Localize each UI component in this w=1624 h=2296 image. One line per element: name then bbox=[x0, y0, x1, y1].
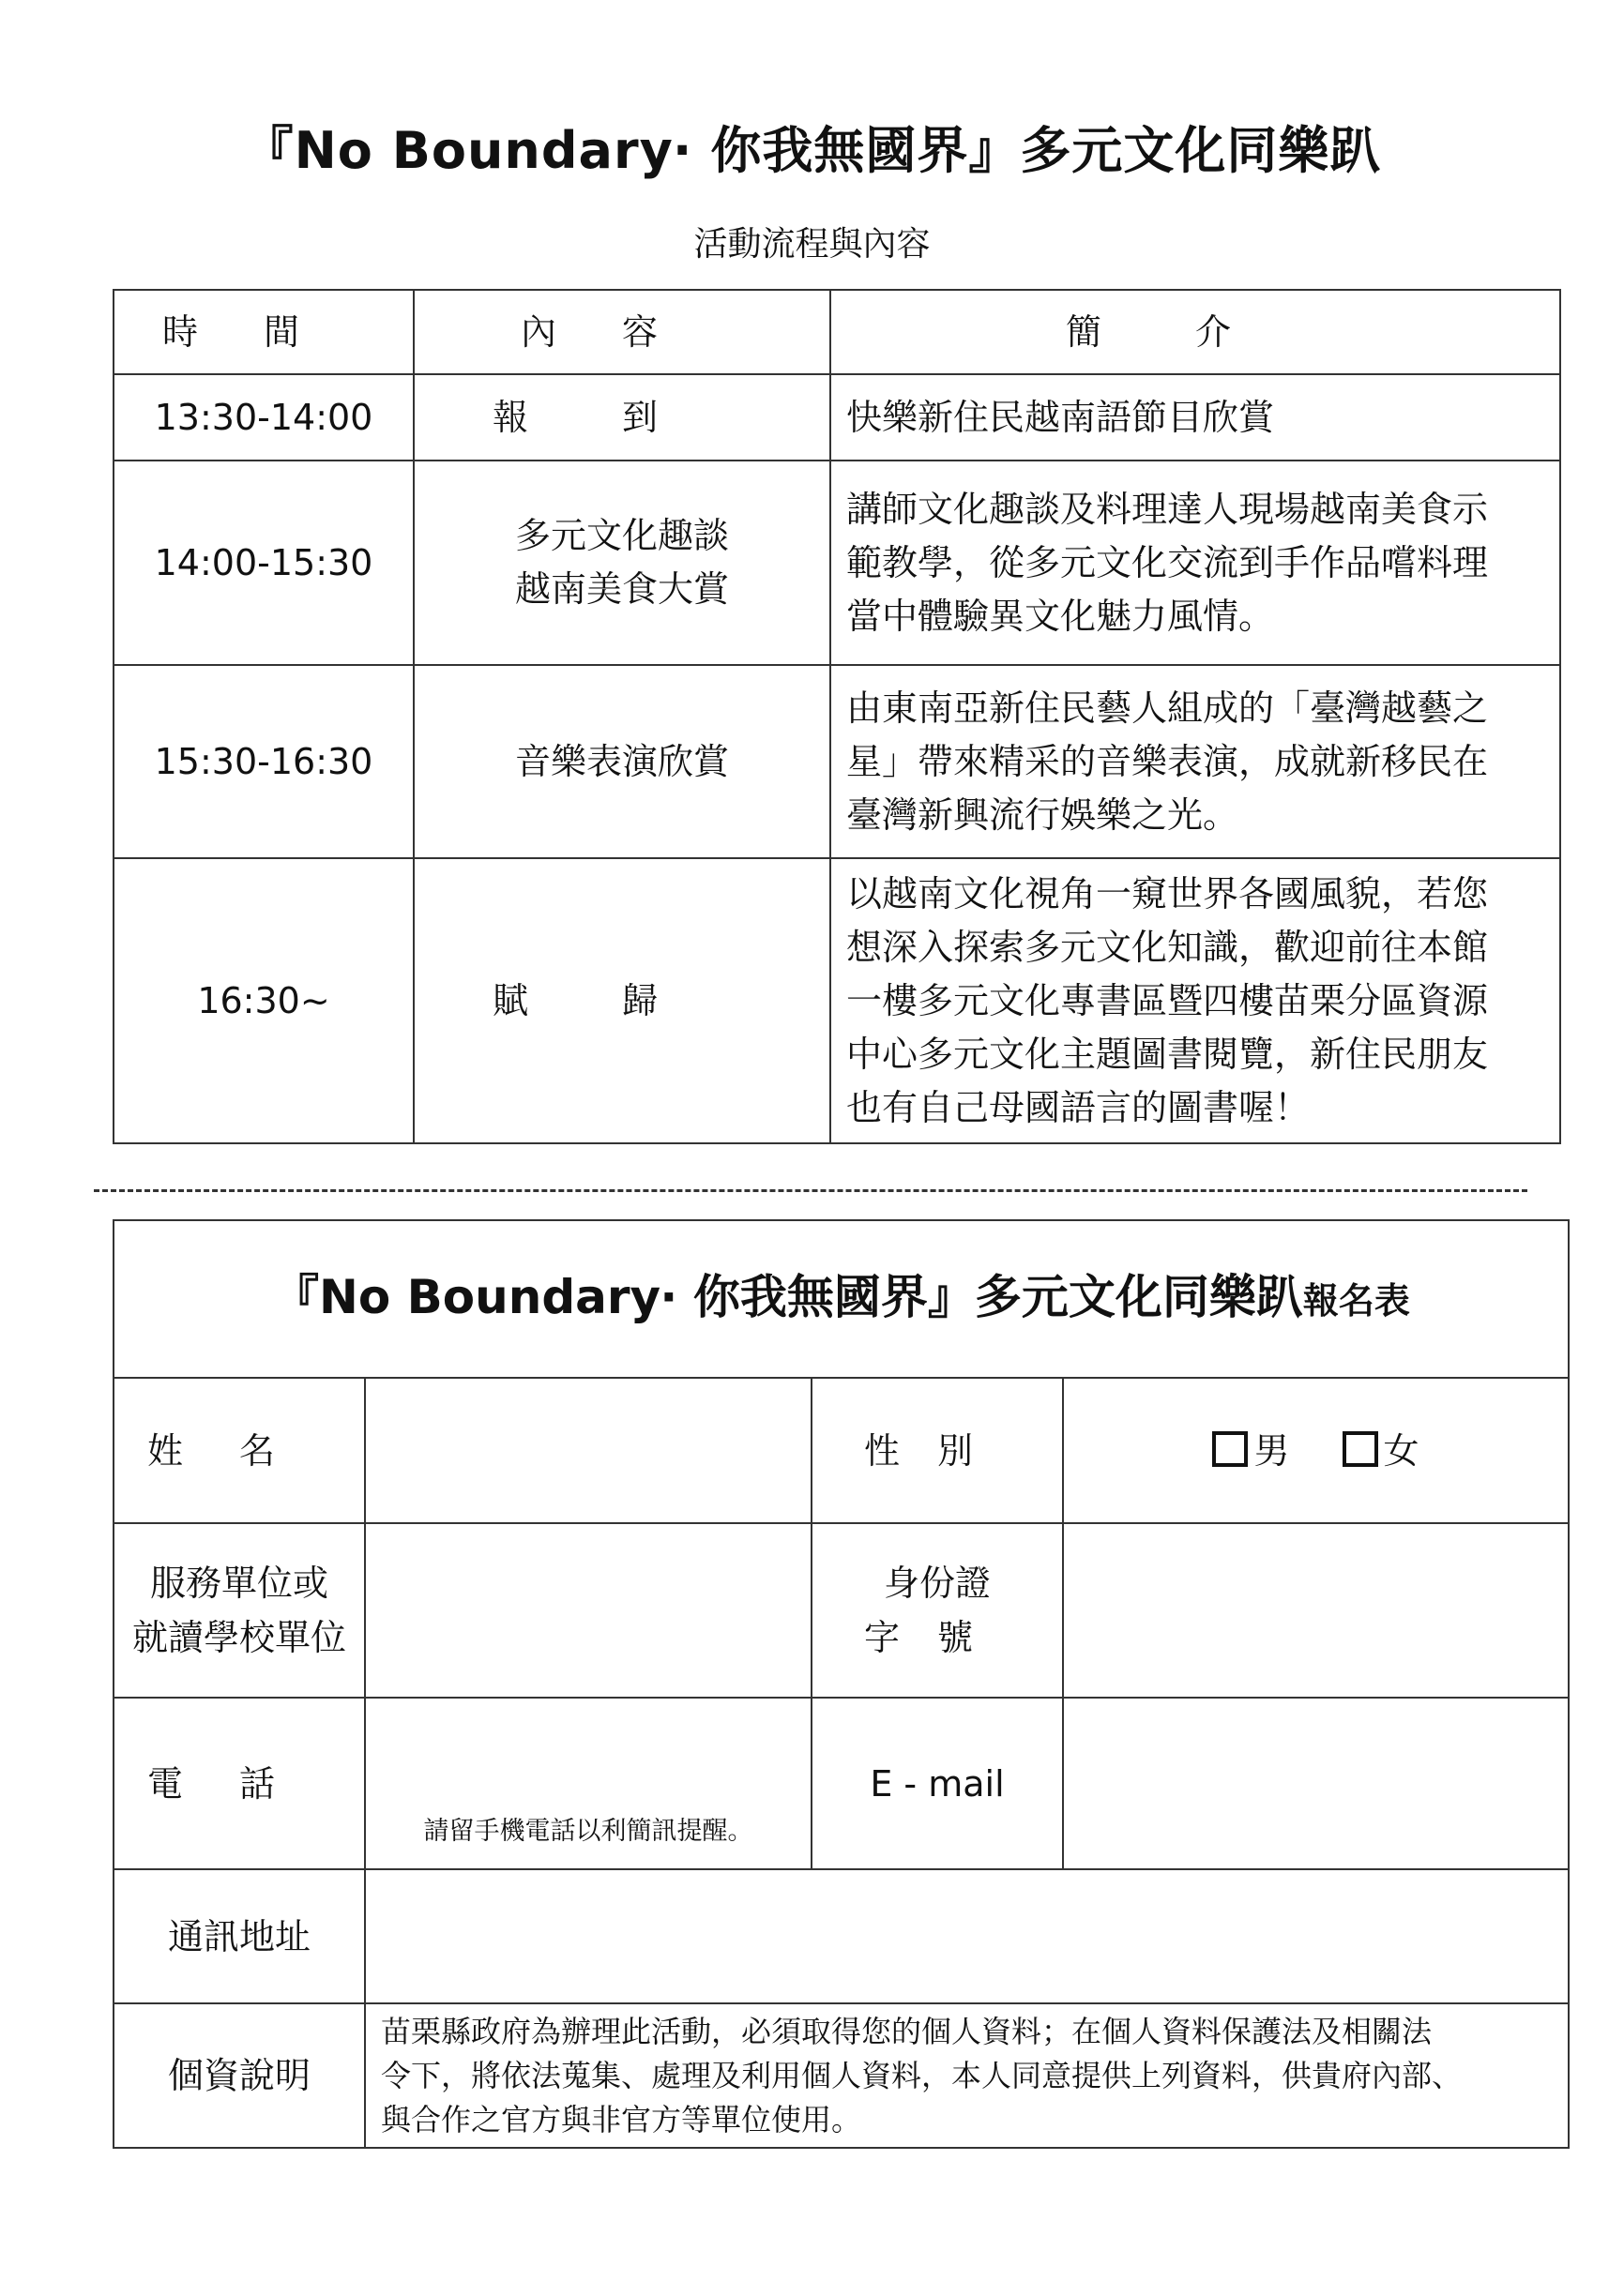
row-time: 16:30~ bbox=[114, 858, 414, 1143]
row-desc: 由東南亞新住民藝人組成的「臺灣越藝之 星」帶來精采的音樂表演，成就新移民在 臺灣新興流行娛樂之光。 bbox=[830, 665, 1560, 858]
row-content: 多元文化趣談 越南美食大賞 bbox=[414, 461, 830, 665]
table-row bbox=[114, 374, 1560, 461]
page-title: 『No Boundary‧ 你我無國界』多元文化同樂趴 bbox=[242, 121, 1382, 180]
phone-label: 電話 bbox=[114, 1698, 365, 1869]
address-field[interactable] bbox=[365, 1869, 1569, 2003]
email-field[interactable] bbox=[1063, 1698, 1569, 1869]
schedule-header-row bbox=[114, 290, 1560, 374]
header-time: 時間 bbox=[114, 290, 414, 374]
address-label: 通訊地址 bbox=[114, 1869, 365, 2003]
row-desc: 快樂新住民越南語節目欣賞 bbox=[830, 374, 1560, 461]
privacy-text: 苗栗縣政府為辦理此活動，必須取得您的個人資料；在個人資料保護法及相關法 令下，將依法蒐集、處理及利用個人資料，本人同意提供上列資料，供貴府內部、 與合作之官方與非官方等單位使用。 bbox=[365, 2003, 1569, 2148]
header-content: 內容 bbox=[414, 290, 830, 374]
phone-note: 請留手機電話以利簡訊提醒。 bbox=[423, 1817, 753, 1846]
phone-field[interactable] bbox=[365, 1698, 812, 1869]
gender-female-option[interactable]: 女 bbox=[1343, 1430, 1419, 1472]
gender-male-option[interactable]: 男 bbox=[1212, 1430, 1289, 1472]
email-label: E - mail bbox=[812, 1698, 1063, 1869]
row-desc: 講師文化趣談及料理達人現場越南美食示 範教學，從多元文化交流到手作品嚐料理 當中體驗異文化魅力風情。 bbox=[830, 461, 1560, 665]
schedule-table bbox=[113, 289, 1561, 1144]
row-desc: 以越南文化視角一窺世界各國風貌，若您 想深入探索多元文化知識，歡迎前往本館 一樓多元文化專書區暨四樓苗栗分區資源 中心多元文化主題圖書閱覽，新住民朋友 也有自己母國語言的圖書喔！ bbox=[830, 858, 1560, 1143]
checkbox-icon[interactable] bbox=[1343, 1431, 1378, 1467]
table-row bbox=[114, 858, 1560, 1143]
checkbox-icon[interactable] bbox=[1212, 1431, 1248, 1467]
registration-form bbox=[113, 1219, 1570, 2149]
schedule-subtitle: 活動流程與內容 bbox=[693, 225, 931, 264]
cut-line bbox=[94, 1189, 1527, 1192]
org-field[interactable] bbox=[365, 1523, 812, 1698]
table-row bbox=[114, 461, 1560, 665]
row-time: 15:30-16:30 bbox=[114, 665, 414, 858]
name-field[interactable] bbox=[365, 1378, 812, 1523]
row-content: 報到 bbox=[414, 374, 830, 461]
table-row bbox=[114, 665, 1560, 858]
row-content: 賦歸 bbox=[414, 858, 830, 1143]
row-time: 13:30-14:00 bbox=[114, 374, 414, 461]
id-field[interactable] bbox=[1063, 1523, 1569, 1698]
row-content: 音樂表演欣賞 bbox=[414, 665, 830, 858]
gender-label: 性別 bbox=[812, 1378, 1063, 1523]
name-label: 姓名 bbox=[114, 1378, 365, 1523]
row-time: 14:00-15:30 bbox=[114, 461, 414, 665]
header-desc: 簡介 bbox=[830, 290, 1560, 374]
privacy-label: 個資說明 bbox=[114, 2003, 365, 2148]
gender-options bbox=[1063, 1378, 1569, 1523]
org-label: 服務單位或 就讀學校單位 bbox=[114, 1523, 365, 1698]
form-title: 『No Boundary‧ 你我無國界』多元文化同樂趴報名表 bbox=[114, 1220, 1569, 1378]
id-label: 身份證 字號 bbox=[812, 1523, 1063, 1698]
